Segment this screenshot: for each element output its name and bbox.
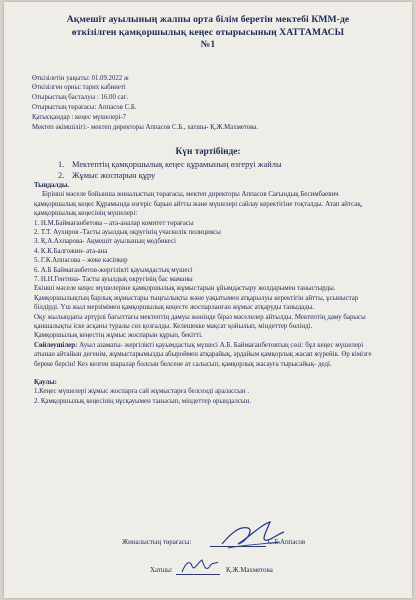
decision-item: 2. Қамқоршылық кеңесінің нұсқауымен танысып, міндеттер орындалсын. <box>34 397 251 405</box>
agenda-item-number: 2. <box>58 170 65 180</box>
heard-heading: Тыңдалды. <box>34 181 70 189</box>
agenda-item-text: Мектептің қамқоршылық кеңес құрамының өзгеруі жайлы <box>72 159 282 169</box>
paragraph-second-issue: Екінші мәселе кеңес мүшелеріне қамқоршылық жұмыстарын ұйымдастыру жолдарымен таныстырды. Қамқоршылықтың барлық жұмыстары тыңғылықты және уақытымен атқарылуы керектігін айтты, ұсыныстар білдірді. Үш жыл мерзімімен қамқоршылық кеңесте жоспарланған жұмыс атқаруды таныдады. <box>34 285 359 312</box>
member-item: 7. Н.Н.Гентина- Тасты ауылдық округінің бас маманы <box>34 276 193 283</box>
meeting-date: Өткізілетін уақыты: 01.09.2022 ж <box>32 74 129 82</box>
document-title <box>4 14 412 52</box>
paragraph-first-issue: Бірінші мәселе бойынша жиналыстың төрағасы, мектеп директоры Аппасов Сағындық Бесимбаевич қамқоршылық кеңес Құрамында өзгеріс барын айтты және мүшелері сайлау керектігіне тоқталды. Атап айтсақ, қамқоршылық кеңесінің мүшелері: <box>34 191 363 218</box>
decision-item: 1.Кеңес мүшелері жұмыс жоспарға сай жұмыстарға белсенді аралассын . <box>34 388 250 396</box>
protocol-number: №1 <box>200 39 216 50</box>
agenda-item <box>58 159 412 170</box>
meeting-place: Өткізілген орны: тарих кабинеті <box>32 84 126 92</box>
protocol-page <box>4 2 412 598</box>
member-item: 4. К.К.Балгожин- ата-ана <box>34 247 108 255</box>
secretary-label: Хатшы: <box>150 567 173 574</box>
member-item: 5. Г.К.Аппасова – жеке кәсіпкер <box>34 257 128 265</box>
agenda-item-number: 1. <box>58 159 65 169</box>
member-item: 6. А.Б Баймағанбетов-жергілікті қауымдастық мүшесі <box>34 266 193 274</box>
speakers-paragraph <box>34 341 378 369</box>
meeting-attendance: Қатысқандар : кеңес мүшелері-7 <box>32 114 127 122</box>
agenda-title: Күн тәртібінде: <box>175 146 241 157</box>
chair-name: С.Б.Аппасов <box>268 539 306 546</box>
speakers-label: Сөйлеушілер: <box>34 341 78 349</box>
title-line-1: Ақмешіт ауылының жалпы орта білім беретін мектебі КММ-де <box>66 14 350 25</box>
secretary-signature <box>178 556 222 578</box>
member-item: 3. Қ.А.Ахпарова- Ақмешіт ауылының медбикесі <box>34 238 176 246</box>
agenda-item-text: Жұмыс жоспарын құру <box>72 170 156 180</box>
minutes-body <box>34 181 378 406</box>
secretary-name: Қ.Ж.Махметова <box>226 567 273 574</box>
speakers-text: Ауыл азаматы- жергілікті қауымдастық мүшесі А.Б. Баймағанбетовтың сөзі: бұл кеңес мүшелері атынан айтайын дегенім, жұмыстарымызды абыроймен атқарайық, әрдайым қамқорлық жасап жүрейік. Өр кімізге береке берсін! Кез келген шаралар болсын белсене ат салысып, қамқорлық жасауға тырысайық- деді. <box>34 341 372 368</box>
meeting-details <box>32 74 412 133</box>
paragraph-development: Оқу жылындағы әртүрлі бағыттағы мектептің дамуы жөнінде біраз мәселелер айтылды. Мектептің даму барысы қаншалықты іске асқаны туралы сөз қозғалды. Келешекке мақсат қойылып, міндеттер бөлінді. <box>34 313 366 331</box>
meeting-chair: Отырыстың төрағасы: Аппасов С.Б. <box>32 104 137 112</box>
meeting-start: Отырыстың басталуы : 16.00 сағ. <box>32 94 129 102</box>
agenda-item <box>58 170 412 181</box>
school-admin: Мектеп әкімшілігі:- мектеп директоры Аппасов С.Б., хатшы- Қ.Ж.Махметова. <box>32 124 259 132</box>
paragraph-plan: Қамқоршылық кеңестің жұмыс жоспарын құрып, бекітті. <box>34 332 203 340</box>
decision-heading: Қаулы: <box>34 379 57 387</box>
title-line-2: өткізілген қамқоршылық кеңес отырысының ХАТТАМАСЫ <box>71 26 345 38</box>
member-item: 1. Н.М.Баймағанбетова – ата-аналар комитет төрағасы <box>34 219 194 227</box>
member-item: 2. Т.Т. Аухиров -Тасты ауылдық округінің учаскелік полициясы <box>34 228 221 236</box>
chair-signature <box>218 518 288 552</box>
chair-label: Жиналыстың төрағасы: <box>122 539 192 546</box>
member-list <box>34 219 378 285</box>
agenda-list <box>58 159 412 181</box>
